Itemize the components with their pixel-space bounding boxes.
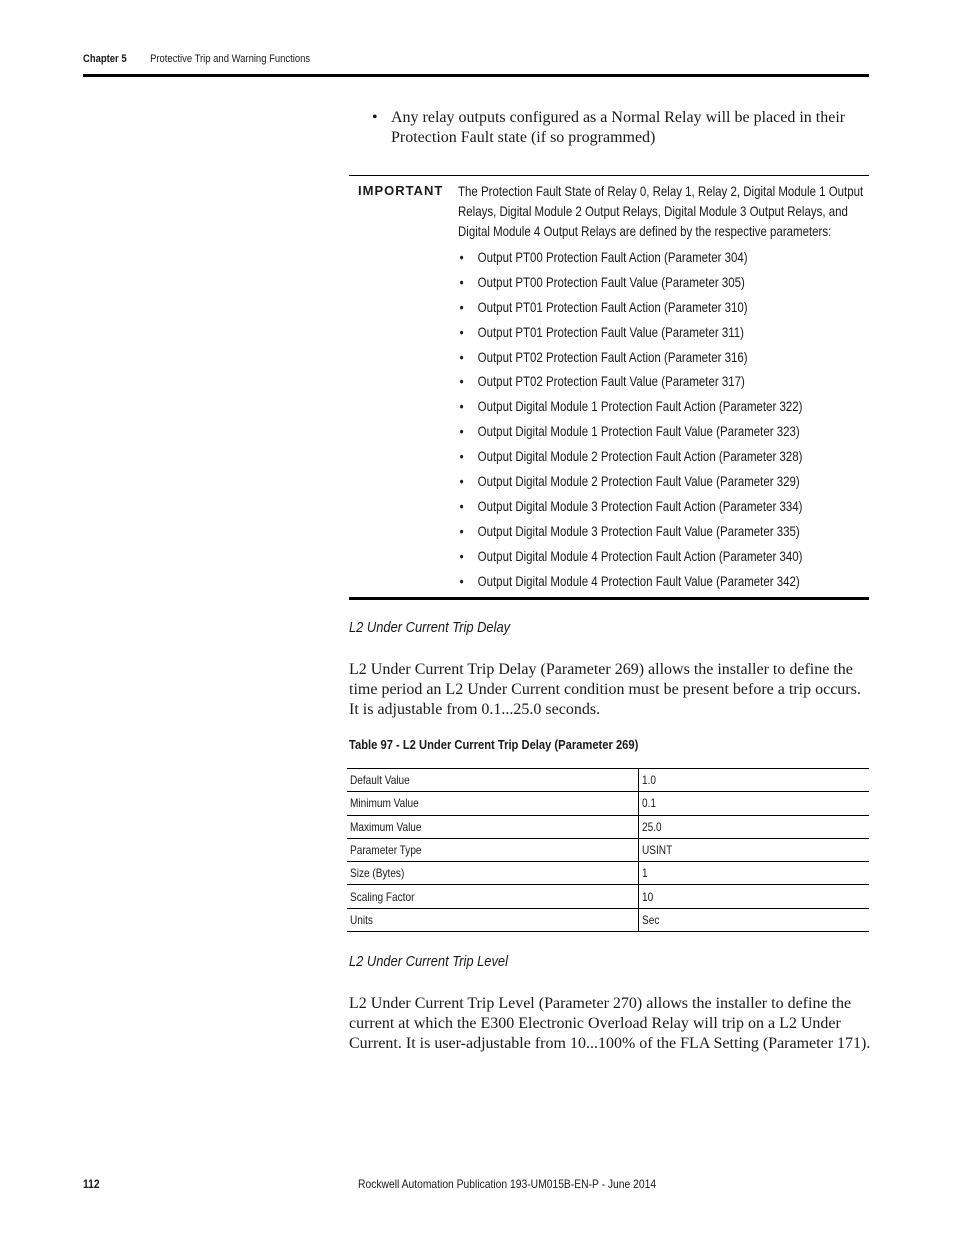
list-item: • Output Digital Module 2 Protection Fault Value (Parameter 329) (459, 473, 800, 490)
list-item: • Output Digital Module 2 Protection Fault Action (Parameter 328) (459, 448, 803, 465)
trip-level-paragraph: L2 Under Current Trip Level (Parameter 270) allows the installer to define the current at which the E300 Electronic Overload Relay will trip on a L2 Under Current. It is user-adjustable from 10...100% of the FLA Setting (Parameter 171). (349, 995, 871, 1052)
list-item: • Output PT01 Protection Fault Value (Parameter 311) (459, 323, 744, 340)
section-heading-trip-level: L2 Under Current Trip Level (349, 953, 508, 970)
list-item: • Output PT02 Protection Fault Value (Parameter 317) (459, 373, 745, 390)
chapter-title: Protective Trip and Warning Functions (150, 53, 311, 65)
table-row: Size (Bytes) 1 (347, 862, 869, 885)
bullet-text: Any relay outputs configured as a Normal Relay will be placed in their Protection Fault state (if so programmed) (391, 109, 846, 146)
chapter-label: Chapter 5 (83, 53, 127, 65)
parameter-table (347, 768, 869, 932)
list-item: • Output PT01 Protection Fault Action (Parameter 310) (459, 298, 748, 315)
table-row: Units Sec (347, 908, 869, 931)
table-caption: Table 97 - L2 Under Current Trip Delay (Parameter 269) (349, 737, 639, 752)
header-rule (83, 74, 869, 77)
important-label: IMPORTANT (358, 183, 444, 198)
table-row: Maximum Value 25.0 (347, 815, 869, 838)
important-parameter-list (458, 247, 868, 595)
list-item: • Output Digital Module 4 Protection Fault Value (Parameter 342) (459, 572, 800, 589)
page-number: 112 (83, 1177, 100, 1191)
important-bottom-rule (349, 597, 869, 600)
list-item: • Output Digital Module 1 Protection Fault Value (Parameter 323) (459, 423, 800, 440)
table-row: Default Value 1.0 (347, 769, 869, 792)
bullet-marker: • (372, 109, 378, 126)
list-item: • Output Digital Module 3 Protection Fault Value (Parameter 335) (459, 522, 800, 539)
running-header (83, 53, 759, 75)
list-item: • Output Digital Module 1 Protection Fault Action (Parameter 322) (459, 398, 803, 415)
list-item: • Output PT00 Protection Fault Value (Parameter 305) (459, 273, 745, 290)
list-item: • Output PT00 Protection Fault Action (Parameter 304) (459, 249, 748, 265)
table-row: Parameter Type USINT (347, 838, 869, 861)
important-intro: The Protection Fault State of Relay 0, Relay 1, Relay 2, Digital Module 1 Output Relays, Digital Module 2 Output Relays, Digital Module 3 Output Relays, and Digital Module 4 Output Relays are defined by the respective parameters: (458, 183, 864, 239)
table-row: Scaling Factor 10 (347, 885, 869, 908)
table-row: Minimum Value 0.1 (347, 792, 869, 815)
section-heading-trip-delay: L2 Under Current Trip Delay (349, 619, 511, 636)
list-item: • Output PT02 Protection Fault Action (Parameter 316) (459, 348, 748, 365)
trip-delay-paragraph: L2 Under Current Trip Delay (Parameter 269) allows the installer to define the time period an L2 Under Current condition must be present before a trip occurs. It is adjustable from 0.1...25.0 seconds. (349, 661, 861, 718)
publication-footer: Rockwell Automation Publication 193-UM015B-EN-P - June 2014 (358, 1177, 657, 1191)
list-item: • Output Digital Module 3 Protection Fault Action (Parameter 334) (459, 497, 803, 514)
list-item: • Output Digital Module 4 Protection Fault Action (Parameter 340) (459, 547, 803, 564)
important-top-rule (349, 175, 869, 176)
